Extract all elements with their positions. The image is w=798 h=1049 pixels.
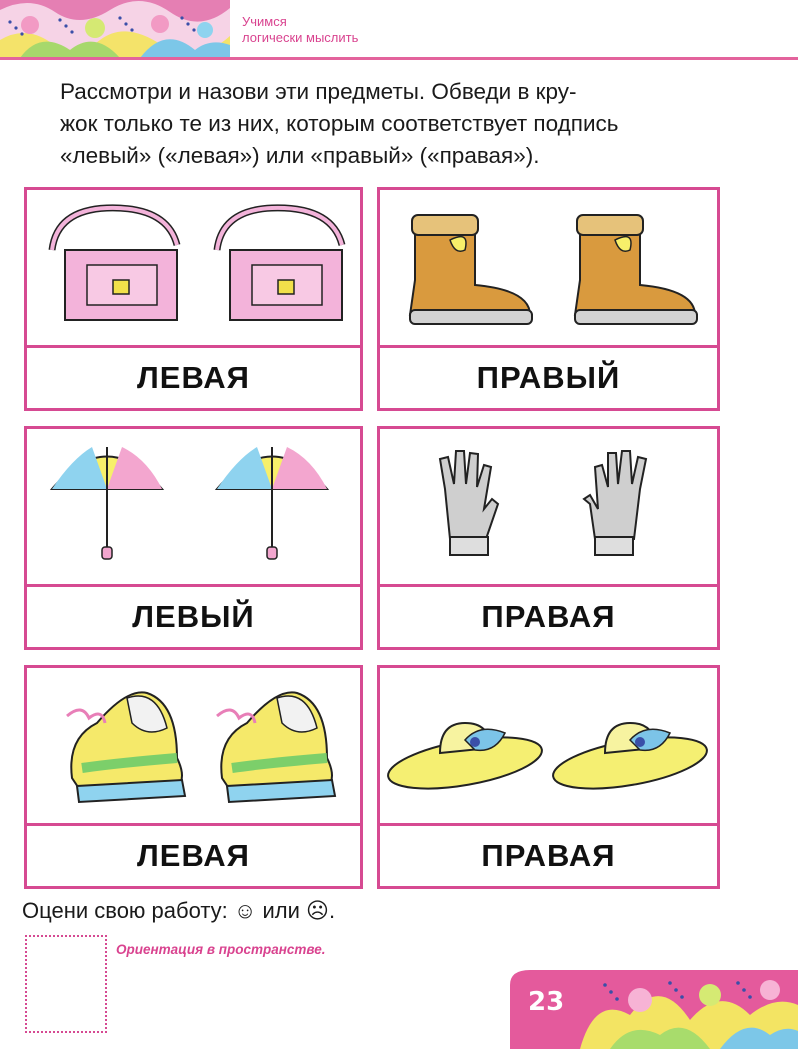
umbrella-icon bbox=[217, 447, 327, 559]
hat-icon bbox=[549, 723, 710, 798]
instruction-line-3: «левый» («левая») или «правый» («правая»). bbox=[60, 143, 540, 168]
bag-icon bbox=[52, 208, 177, 320]
umbrella-pair-picture bbox=[27, 429, 360, 587]
boot-pair-picture bbox=[380, 190, 717, 348]
card-label: ПРАВАЯ bbox=[481, 838, 616, 873]
card-label: ПРАВЫЙ bbox=[476, 360, 621, 395]
card-label: ЛЕВАЯ bbox=[137, 838, 250, 873]
umbrella-icon bbox=[52, 447, 162, 559]
header-line-1: Учимся bbox=[242, 14, 287, 29]
header-divider bbox=[0, 57, 798, 60]
header-line-2: логически мыслить bbox=[242, 30, 359, 45]
glove-pair-picture bbox=[380, 429, 717, 587]
task-instruction bbox=[60, 76, 730, 172]
boot-icon bbox=[575, 215, 697, 324]
note-box bbox=[25, 935, 107, 1033]
card-glove[interactable] bbox=[377, 426, 720, 650]
glove-icon bbox=[440, 451, 498, 555]
card-label: ЛЕВАЯ bbox=[137, 360, 250, 395]
card-boot[interactable] bbox=[377, 187, 720, 411]
sneaker-icon bbox=[217, 692, 335, 802]
section-header bbox=[242, 14, 358, 46]
card-hat[interactable] bbox=[377, 665, 720, 889]
boot-icon bbox=[410, 215, 532, 324]
self-assessment: Оцени свою работу: ☺ или ☹. bbox=[22, 898, 336, 923]
bag-icon bbox=[217, 208, 342, 320]
sneaker-pair-picture bbox=[27, 668, 360, 826]
hat-icon bbox=[384, 723, 545, 798]
glove-icon bbox=[584, 451, 646, 555]
card-bag[interactable] bbox=[24, 187, 363, 411]
hat-pair-picture bbox=[380, 668, 717, 826]
card-label: ПРАВАЯ bbox=[481, 599, 616, 634]
instruction-line-2: жок только те из них, которым соответствует подпись bbox=[60, 111, 619, 136]
card-sneaker[interactable] bbox=[24, 665, 363, 889]
topic-label: Ориентация в пространстве. bbox=[116, 942, 326, 957]
bag-pair-picture bbox=[27, 190, 360, 348]
page-number: 23 bbox=[528, 987, 565, 1017]
top-decoration bbox=[0, 0, 230, 58]
card-label: ЛЕВЫЙ bbox=[132, 599, 255, 634]
card-umbrella[interactable] bbox=[24, 426, 363, 650]
instruction-line-1: Рассмотри и назови эти предметы. Обведи в кру- bbox=[60, 79, 577, 104]
sneaker-icon bbox=[67, 692, 185, 802]
